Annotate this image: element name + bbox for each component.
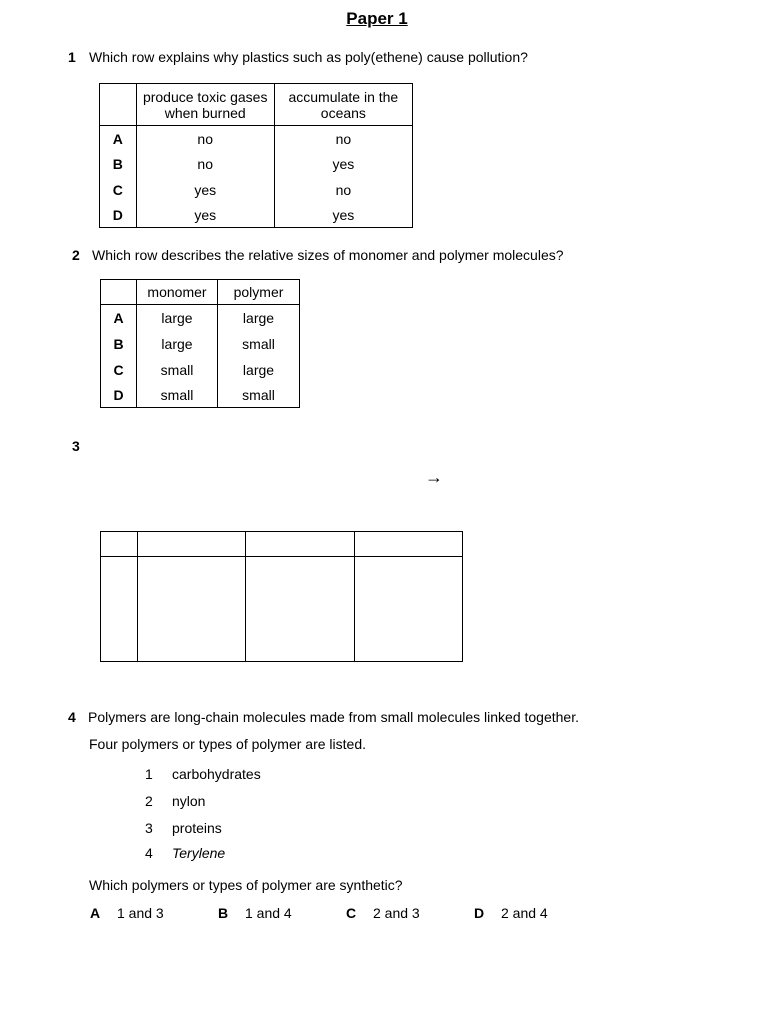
list-item: Terylene <box>172 845 226 861</box>
question-3-table <box>100 531 463 662</box>
question-4-intro: Four polymers or types of polymer are listed. <box>89 736 366 752</box>
question-4-prompt: Which polymers or types of polymer are synthetic? <box>89 877 403 893</box>
question-3-number: 3 <box>72 438 80 454</box>
table-row <box>101 332 300 357</box>
row-label: A <box>101 305 137 332</box>
question-4-number: 4 <box>68 709 76 725</box>
table-cell: yes <box>274 203 412 228</box>
table-header: monomer <box>137 280 218 305</box>
row-label: A <box>100 126 137 152</box>
table-cell: no <box>136 152 274 177</box>
row-label: B <box>101 332 137 357</box>
table-cell: no <box>274 177 412 203</box>
page-title: Paper 1 <box>346 9 408 28</box>
table-cell: yes <box>136 177 274 203</box>
table-cell: small <box>218 383 300 408</box>
row-label: D <box>101 383 137 408</box>
list-item-number: 2 <box>145 793 153 809</box>
option-text-a: 1 and 3 <box>117 905 164 921</box>
table-row <box>101 305 300 332</box>
reaction-arrow-icon: → <box>425 467 443 487</box>
option-label-b: B <box>218 905 229 921</box>
row-label: D <box>100 203 137 228</box>
row-label: B <box>100 152 137 177</box>
table-header <box>137 532 245 557</box>
table-cell: small <box>137 383 218 408</box>
table-cell: yes <box>274 152 412 177</box>
question-1-number: 1 <box>68 49 76 65</box>
table-cell: small <box>137 357 218 383</box>
table-cell: no <box>136 126 274 152</box>
table-cell <box>354 557 462 662</box>
table-row <box>100 177 413 203</box>
table-header: accumulate in the oceans <box>274 84 412 126</box>
option-text-d: 2 and 4 <box>501 905 548 921</box>
table-cell: large <box>218 357 300 383</box>
question-2-text: Which row describes the relative sizes of monomer and polymer molecules? <box>92 247 564 263</box>
table-cell <box>246 557 354 662</box>
table-corner-cell <box>100 84 137 126</box>
option-label-a: A <box>90 905 101 921</box>
table-row <box>100 203 413 228</box>
table-cell: yes <box>136 203 274 228</box>
option-label-c: C <box>346 905 357 921</box>
table-corner-cell <box>101 532 138 557</box>
table-header: produce toxic gases when burned <box>136 84 274 126</box>
table-header: polymer <box>218 280 300 305</box>
table-row <box>101 383 300 408</box>
table-cell <box>101 557 138 662</box>
list-item-number: 4 <box>145 845 153 861</box>
table-cell: large <box>137 332 218 357</box>
question-1-table <box>99 83 413 228</box>
row-label: C <box>100 177 137 203</box>
option-text-b: 1 and 4 <box>245 905 292 921</box>
question-1-text: Which row explains why plastics such as poly(ethene) cause pollution? <box>89 49 528 65</box>
table-row <box>101 357 300 383</box>
option-label-d: D <box>474 905 485 921</box>
list-item: nylon <box>172 793 206 809</box>
list-item-number: 1 <box>145 766 153 782</box>
table-cell: small <box>218 332 300 357</box>
row-label: C <box>101 357 137 383</box>
table-cell: large <box>137 305 218 332</box>
list-item-number: 3 <box>145 820 153 836</box>
table-row <box>100 126 413 152</box>
list-item: carbohydrates <box>172 766 261 782</box>
question-2-number: 2 <box>72 247 80 263</box>
question-2-table <box>100 279 300 408</box>
table-cell: no <box>274 126 412 152</box>
table-cell <box>137 557 245 662</box>
table-row <box>100 152 413 177</box>
table-header <box>246 532 354 557</box>
table-row <box>101 557 463 662</box>
option-text-c: 2 and 3 <box>373 905 420 921</box>
list-item: proteins <box>172 820 222 836</box>
table-corner-cell <box>101 280 137 305</box>
table-cell: large <box>218 305 300 332</box>
question-4-text: Polymers are long-chain molecules made from small molecules linked together. <box>88 709 579 725</box>
table-header <box>354 532 462 557</box>
